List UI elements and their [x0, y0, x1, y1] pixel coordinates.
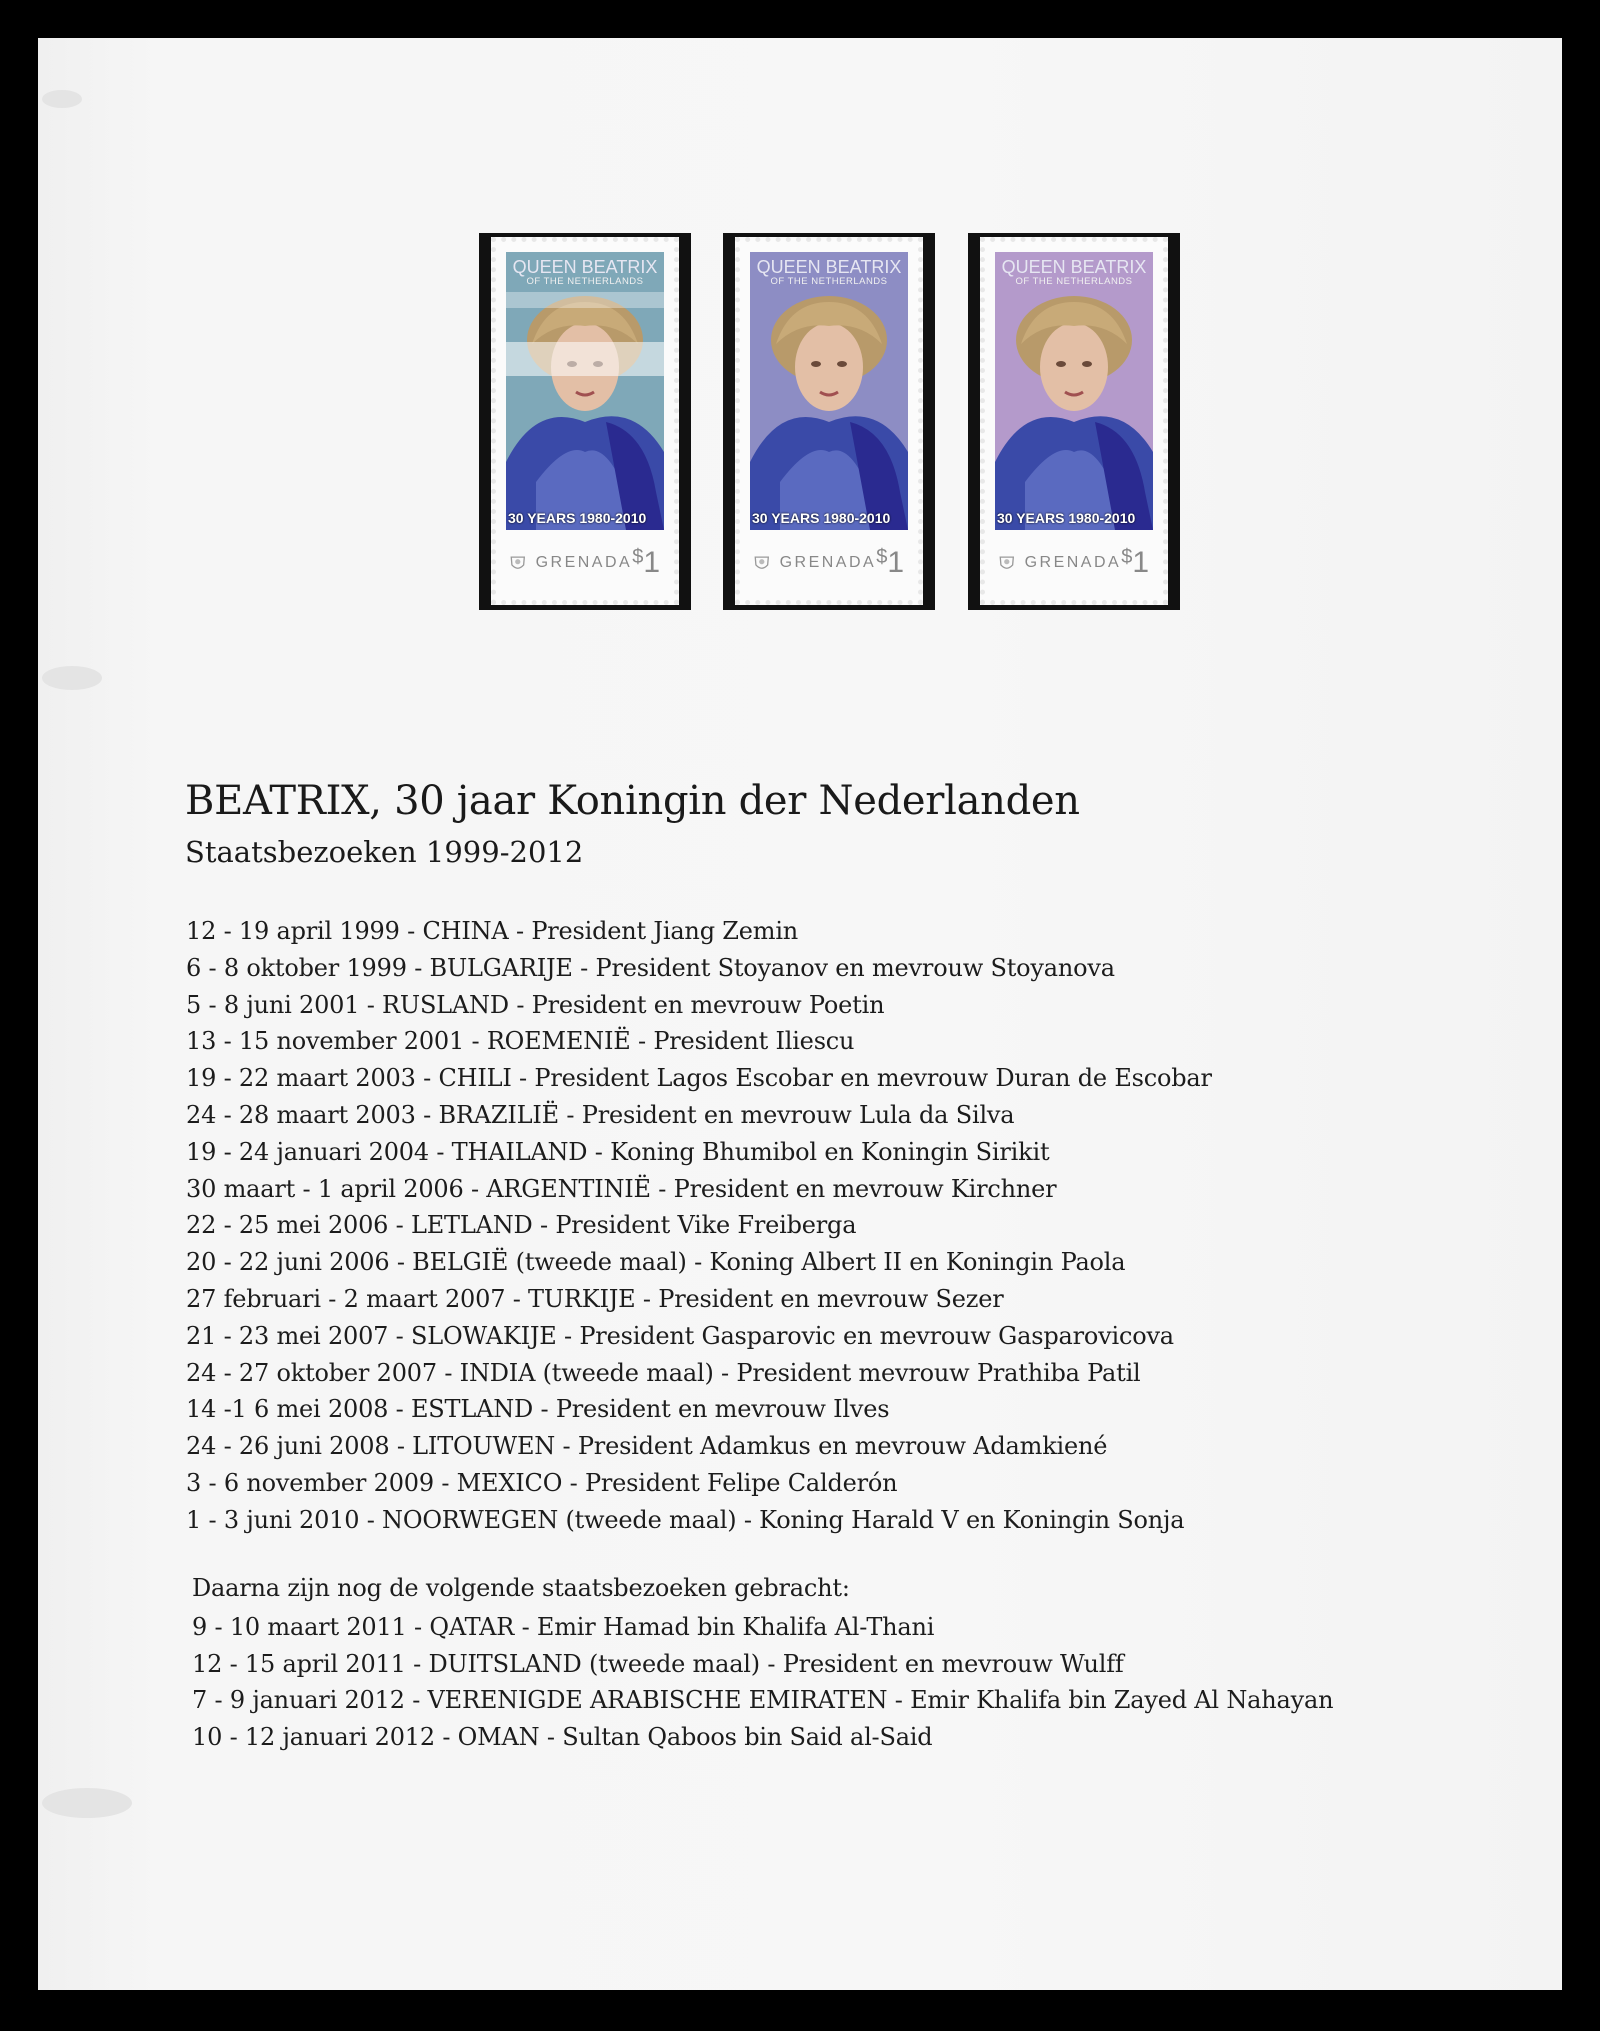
- stamp-subtitle: OF THE NETHERLANDS: [1015, 276, 1133, 287]
- page-title: BEATRIX, 30 jaar Koningin der Nederlanden: [185, 778, 1080, 824]
- stamp-country: GRENADA: [779, 554, 877, 571]
- stamp-title: QUEEN BEATRIX: [756, 257, 902, 277]
- stamp-value: $1: [876, 546, 904, 579]
- list-item: 21 - 23 mei 2007 - SLOWAKIJE - President Gasparovic en mevrouw Gasparovicova: [186, 1321, 1174, 1350]
- list-item: 9 - 10 maart 2011 - QATAR - Emir Hamad bin Khalifa Al-Thani: [192, 1613, 935, 1641]
- list-item: 24 - 27 oktober 2007 - INDIA (tweede maal) - President mevrouw Prathiba Patil: [186, 1358, 1141, 1387]
- stamp-mount-3: [968, 233, 1180, 610]
- list-item: 30 maart - 1 april 2006 - ARGENTINIË - President en mevrouw Kirchner: [186, 1174, 1057, 1203]
- list-item: 7 - 9 januari 2012 - VERENIGDE ARABISCHE EMIRATEN - Emir Khalifa bin Zayed Al Nahayan: [192, 1686, 1334, 1714]
- page-subtitle: Staatsbezoeken 1999-2012: [185, 835, 584, 869]
- list-item: 22 - 25 mei 2006 - LETLAND - President Vike Freiberga: [186, 1211, 857, 1240]
- stamp-years: 30 YEARS 1980-2010: [752, 510, 891, 526]
- later-visits-list: [192, 1609, 1333, 1755]
- album-page: [38, 38, 1562, 1990]
- stamp-country: GRENADA: [1024, 554, 1122, 571]
- stamp-value: $1: [1121, 546, 1149, 579]
- queen-portrait-icon: [750, 252, 908, 530]
- queen-portrait-icon: [506, 252, 664, 530]
- list-item: 10 - 12 januari 2012 - OMAN - Sultan Qaboos bin Said al-Said: [192, 1722, 933, 1751]
- stamp-footer: [506, 540, 664, 586]
- stamp-1: [491, 237, 679, 605]
- stamp-subtitle: OF THE NETHERLANDS: [526, 276, 644, 287]
- stamp-title: QUEEN BEATRIX: [1001, 257, 1147, 277]
- page-blemish: [42, 90, 82, 108]
- list-item: 12 - 19 april 1999 - CHINA - President Jiang Zemin: [186, 917, 799, 945]
- list-item: 3 - 6 november 2009 - MEXICO - President Felipe Calderón: [186, 1468, 898, 1497]
- stamp-3-portrait: [995, 252, 1153, 530]
- page-blemish: [42, 1788, 132, 1818]
- crest-icon: [752, 548, 772, 578]
- stamp-value: $1: [632, 546, 660, 579]
- list-item: 24 - 28 maart 2003 - BRAZILIË - President en mevrouw Lula da Silva: [186, 1100, 1015, 1129]
- stamp-subtitle: OF THE NETHERLANDS: [770, 276, 888, 287]
- stamp-country: GRENADA: [535, 554, 633, 571]
- stamp-2-portrait: [750, 252, 908, 530]
- later-visits-intro: Daarna zijn nog de volgende staatsbezoeken gebracht:: [192, 1574, 850, 1602]
- list-item: 19 - 24 januari 2004 - THAILAND - Koning Bhumibol en Koningin Sirikit: [186, 1137, 1050, 1166]
- stamp-1-portrait: [506, 252, 664, 530]
- list-item: 27 februari - 2 maart 2007 - TURKIJE - President en mevrouw Sezer: [186, 1284, 1004, 1313]
- stamp-title: QUEEN BEATRIX: [512, 257, 658, 277]
- list-item: 12 - 15 april 2011 - DUITSLAND (tweede maal) - President en mevrouw Wulff: [192, 1649, 1124, 1678]
- crest-icon: [997, 548, 1017, 578]
- list-item: 6 - 8 oktober 1999 - BULGARIJE - President Stoyanov en mevrouw Stoyanova: [186, 953, 1115, 982]
- stamp-years: 30 YEARS 1980-2010: [508, 510, 647, 526]
- list-item: 19 - 22 maart 2003 - CHILI - President Lagos Escobar en mevrouw Duran de Escobar: [186, 1064, 1212, 1093]
- list-item: 20 - 22 juni 2006 - BELGIË (tweede maal) - Koning Albert II en Koningin Paola: [186, 1248, 1126, 1277]
- list-item: 24 - 26 juni 2008 - LITOUWEN - President Adamkus en mevrouw Adamkiené: [186, 1432, 1108, 1461]
- stamp-2: [735, 237, 923, 605]
- list-item: 5 - 8 juni 2001 - RUSLAND - President en mevrouw Poetin: [186, 990, 885, 1019]
- stamp-mount-2: [723, 233, 935, 610]
- list-item: 1 - 3 juni 2010 - NOORWEGEN (tweede maal) - Koning Harald V en Koningin Sonja: [186, 1505, 1185, 1534]
- state-visits-list: [186, 913, 1212, 1539]
- stamp-years: 30 YEARS 1980-2010: [997, 510, 1136, 526]
- stamp-footer: [750, 540, 908, 586]
- crest-icon: [508, 548, 528, 578]
- stamp-mount-1: [479, 233, 691, 610]
- stamp-3: [980, 237, 1168, 605]
- list-item: 14 -1 6 mei 2008 - ESTLAND - President en mevrouw Ilves: [186, 1395, 890, 1424]
- stamp-footer: [995, 540, 1153, 586]
- queen-portrait-icon: [995, 252, 1153, 530]
- list-item: 13 - 15 november 2001 - ROEMENIË - President Iliescu: [186, 1027, 855, 1056]
- page-blemish: [42, 666, 102, 690]
